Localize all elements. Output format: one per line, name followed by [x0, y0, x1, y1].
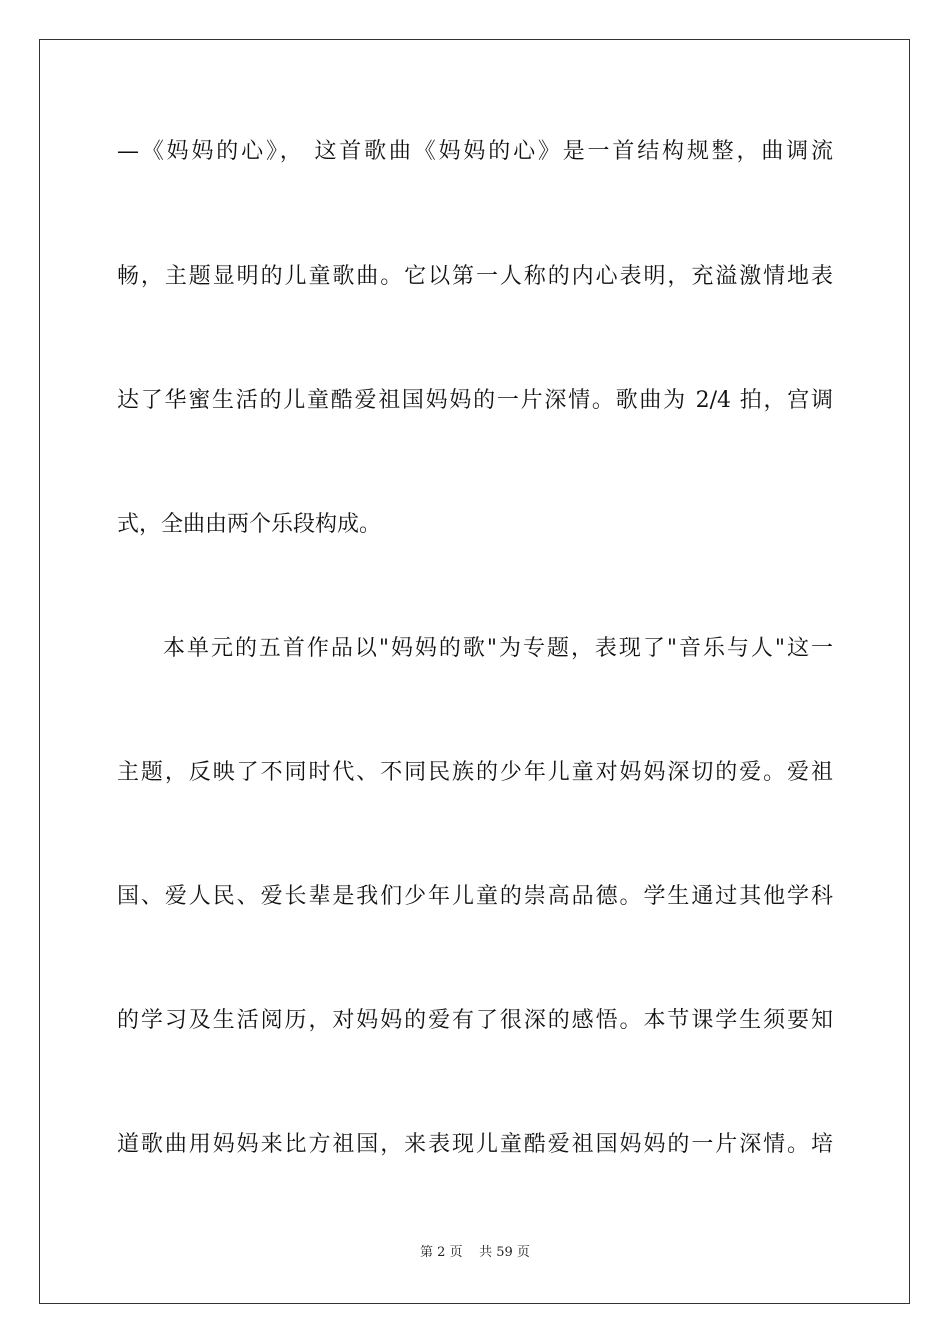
paragraph-line: 主题，反映了不同时代、不同民族的少年儿童对妈妈深切的爱。爱祖: [117, 760, 833, 785]
page-border: [39, 39, 910, 1304]
paragraph-line: —《妈妈的心》， 这首歌曲《妈妈的心》是一首结构规整，曲调流: [117, 139, 833, 164]
paragraph-line: 本单元的五首作品以"妈妈的歌"为专题，表现了"音乐与人"这一: [163, 636, 833, 661]
paragraph-line: 式，全曲由两个乐段构成。: [117, 512, 382, 537]
paragraph-line: 畅，主题显明的儿童歌曲。它以第一人称的内心表明，充溢激情地表: [117, 264, 833, 289]
paragraph-line: 道歌曲用妈妈来比方祖国，来表现儿童酷爱祖国妈妈的一片深情。培: [117, 1132, 833, 1157]
page-total: 共 59 页: [479, 1245, 530, 1260]
paragraph-line: 达了华蜜生活的儿童酷爱祖国妈妈的一片深情。歌曲为 2/4 拍，宫调: [117, 388, 833, 413]
paragraph-line: 国、爱人民、爱长辈是我们少年儿童的崇高品德。学生通过其他学科: [117, 884, 833, 909]
paragraph-line: 的学习及生活阅历，对妈妈的爱有了很深的感悟。本节课学生须要知: [117, 1008, 833, 1033]
page-number: 第 2 页: [420, 1245, 463, 1260]
page-footer: [0, 1244, 950, 1262]
